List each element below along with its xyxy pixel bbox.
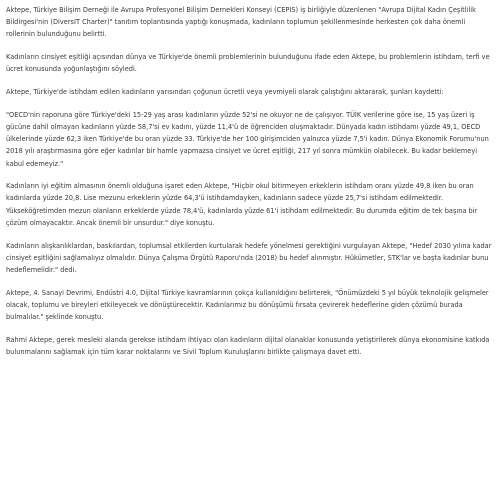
paragraph-industry-4: Aktepe, 4. Sanayi Devrimi, Endüstri 4.0, Dijital Türkiye kavramlarının çokça kullanıldığını belirterek, "Önümüzdeki 5 yıl büyük teknolojik gelişmeler olacak, toplumu ve bireyleri etkileyecek ve dönüştürecektir. Kadınlarımız bu dönüşümü fırsata çevirerek hedeflerine giden çözümü burada bulmalılar." şeklinde konuştu. <box>6 288 489 322</box>
paragraph-problems: Kadınların cinsiyet eşitliği açısından dünya ve Türkiye'de önemli problemlerinin bulunduğunu ifade eden Aktepe, bu problemlerin istihdam, terfi ve ücret konusunda yoğunlaştığını söyledi. <box>6 53 490 74</box>
paragraph-target-2030: Kadınların alışkanlıklardan, baskılardan, toplumsal etkilerden kurtularak hedefe yönelmesi gerektiğini vurgulayan Aktepe, "Hedef 2030 yılına kadar cinsiyet eşitliğini sağlamalıyız olmalıdır. Dünya Çalışma Örgütü Raporu'nda (2018) bu hedef alınmıştır. Hükümetler, STK'lar ve başta kadınlar bunu hedeflemelidir." dedi. <box>6 241 492 274</box>
paragraph-intro: Aktepe, Türkiye Bilişim Derneği ile Avrupa Profesyonel Bilişim Dernekleri Konseyi (CEPIS) iş birliğiyle düzenlenen "Avrupa Dijital Kadın Çeşitlilik Bildirgesi'nin (DiversIT Charter)" tanıtım toplantısında yaptığı konuşmada, kadınların toplumun şekillenmesinde herkesten çok daha önemli rollerinin bulunduğunu belirtti. <box>6 6 476 39</box>
paragraph-employment: Aktepe, Türkiye'de istihdam edilen kadınların yarısından çoğunun ücretli veya yevmiyeli olarak çalıştığını aktararak, şunları kaydetti: <box>6 88 444 97</box>
paragraph-education: Kadınların iyi eğitim almasının önemli olduğuna işaret eden Aktepe, "Hiçbir okul bitirmeyen erkeklerin istihdam oranı yüzde 49,8 iken bu oran kadınlarda yüzde 20,8. Lise mezunu erkeklerin yüzde 64,3'ü istihdamdayken, kadınların sadece yüzde 25,7'si istihdam edilmektedir. Yükseköğretimden mezun olanların erkeklerde yüzde 78,4'ü, kadınlarda yüzde 61'i istihdam edilmektedir. Bu durumda eğitim de tek başına bir çözüm olmayacaktır. Ancak önemli bir unsurdur." diye konuştu. <box>6 182 478 227</box>
paragraph-statistics-quote: "OECD'nin raporuna göre Türkiye'deki 15-29 yaş arası kadınların yüzde 52'si ne okuyor ne de çalışıyor. TÜİK verilerine göre ise, 15 yaş üzeri iş gücüne dahil olmayan kadınların yüzde 58,7'si ev kadını, yüzde 11,4'ü de öğrenciden oluşmaktadır. Dünyada kadın istihdamı yüzde 49,1, OECD ülkelerinde yüzde 62,3 iken Türkiye'de bu oran yüzde 33. Türkiye'de her 100 girişimciden yalnızca yüzde 7,5'i kadın. Dünya Ekonomik Forumu'nun 2018 yılı araştırmasına göre eğer kadınlar bir hamle yapmazsa cinsiyet ve ücret eşitliği, 217 yıl sonra mümkün olabilecek. Bu kadar beklemeyi kabul edemeyiz." <box>6 110 489 168</box>
paragraph-invitation: Rahmi Aktepe, gerek mesleki alanda gerekse istihdam ihtiyacı olan kadınların dijital olanaklar konusunda yetiştirilerek dünya ekonomisine katkıda bulunmalarını sağlamak için tüm karar noktalarını ve Sivil Toplum Kuruluşlarını birlikte çalışmaya davet etti. <box>6 335 490 356</box>
